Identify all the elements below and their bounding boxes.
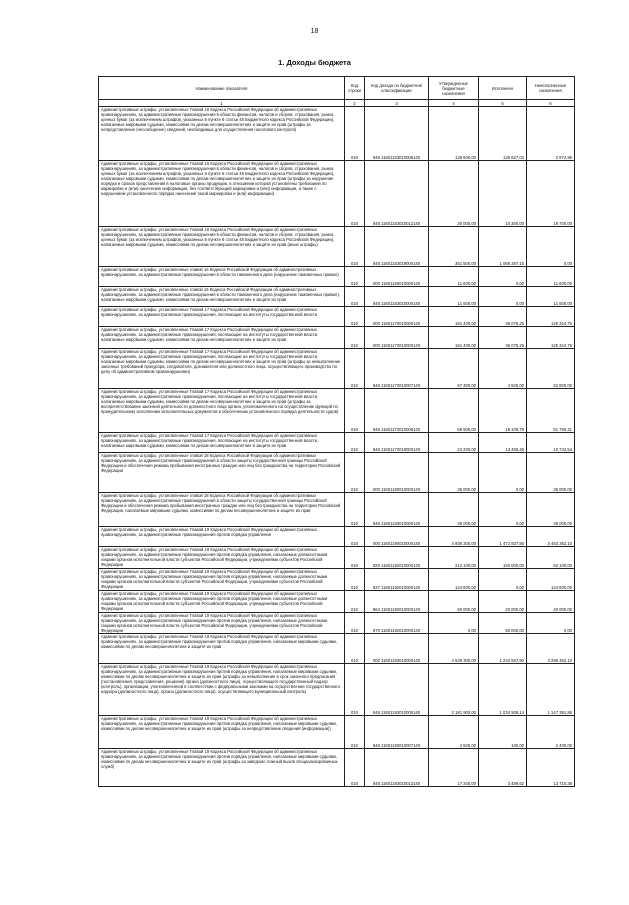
approved-amount: 69 900,00 [429, 389, 479, 433]
executed-amount: 150 000,00 [479, 547, 527, 569]
budget-classification-code: 846 11601153010006140 [365, 107, 429, 161]
indicator-name: Административные штрафы, установленные главой 18 Кодекса Российской Федерации об административных правонарушениях, за административные правонарушения в области защиты государственной границы Российской Федерации и обеспечения режима пребывания иностранных граждан или лиц без гражданства на территории Российской Федерации, налагаемые мировыми судьями, комиссиями по делам несовершеннолетних и защите их прав [99, 493, 345, 527]
indicator-name: Административные штрафы, установленные Главой 19 Кодекса Российской Федерации об административных правонарушениях, за административные правонарушения против порядка управления, налагаемые мировыми судьями, комиссиями по делам несовершеннолетних и защите их прав (штрафы за непредставление сведений (информации)) [99, 716, 345, 749]
indicator-name: Административные штрафы, установленные Главой 17 Кодекса Российской Федерации об административных правонарушениях, за административные правонарушения, посягающие на институты государственной власти, налагаемые мировыми судьями, комиссиями по делам несовершеннолетних и защите их прав (штрафы за невыполнение законных требований прокурора, следователя, дознавателя или должностного лица, осуществляющего производство по делу об административном правонарушении) [99, 349, 345, 389]
row-code: 010 [345, 349, 365, 389]
remaining-amount: 125 324,75 [527, 327, 575, 349]
column-number: 1 [99, 100, 345, 107]
table-row [99, 389, 575, 433]
executed-amount: 18 109,79 [479, 389, 527, 433]
header-executed: Исполнено [479, 77, 527, 100]
table-row [99, 569, 575, 591]
indicator-name: Административные штрафы, установленные Главой 19 Кодекса Российской Федерации об административных правонарушениях, за административные правонарушения против порядка управления, налагаемые должностными лицами органов исполнительной власти субъектов Российской Федерации, учреждениями субъектов Российской Федерации [99, 547, 345, 569]
budget-classification-code: 846 11601163010000140 [365, 287, 429, 307]
header-remaining: Неисполненные назначения [527, 77, 575, 100]
remaining-amount: 35 000,00 [527, 453, 575, 493]
row-code: 010 [345, 547, 365, 569]
row-code: 010 [345, 591, 365, 613]
executed-amount: 60 000,00 [479, 613, 527, 634]
table-row [99, 107, 575, 161]
executed-amount: 20 000,00 [479, 591, 527, 613]
executed-amount: 1 472 837,80 [479, 527, 527, 547]
approved-amount: 35 000,00 [429, 493, 479, 527]
executed-amount: 100,00 [479, 716, 527, 749]
row-code: 010 [345, 453, 365, 493]
approved-amount: 161 400,00 [429, 307, 479, 327]
remaining-amount: 11 600,00 [527, 287, 575, 307]
row-code: 010 [345, 267, 365, 287]
indicator-name: Административные штрафы, установленные Главой 15 Кодекса Российской Федерации об административных правонарушениях, за административные правонарушения в области финансов, налогов и сборов, страхования, рынка ценных бумаг (за исключением штрафов, указанных в пункте 6 статьи 46 Бюджетного кодекса Российской Федерации), налагаемые мировыми судьями, комиссиями по делам несовершеннолетних и защите их прав (штрафы за непредставление (несообщение) сведений, необходимых для осуществления налогового контроля) [99, 107, 345, 161]
executed-amount: 13 465,46 [479, 433, 527, 453]
row-code: 010 [345, 227, 365, 267]
table-header-row [99, 77, 575, 100]
approved-amount: 11 600,00 [429, 287, 479, 307]
row-code: 010 [345, 527, 365, 547]
executed-amount: 125 627,04 [479, 107, 527, 161]
executed-amount: 1 066 287,15 [479, 227, 527, 267]
indicator-name: Административные штрафы, установленные Главой 19 Кодекса Российской Федерации об административных правонарушениях, за административные правонарушения против порядка управления, налагаемые мировыми судьями, комиссиями по делам несовершеннолетних и защите их прав [99, 634, 345, 664]
remaining-amount: 125 324,75 [527, 307, 575, 327]
remaining-amount: 11 600,00 [527, 267, 575, 287]
row-code: 010 [345, 569, 365, 591]
approved-amount: 128 600,00 [429, 107, 479, 161]
approved-amount: 35 000,00 [429, 453, 479, 493]
approved-amount: 351 500,00 [429, 227, 479, 267]
remaining-amount: 51 790,21 [527, 389, 575, 433]
approved-amount: 161 400,00 [429, 327, 479, 349]
budget-classification-code: 870 11601192010000140 [365, 613, 429, 634]
budget-classification-code: 846 11601153019000140 [365, 227, 429, 267]
indicator-name: Административные штрафы, установленные Главой 15 Кодекса Российской Федерации об административных правонарушениях, за административные правонарушения в области финансов, налогов и сборов, страхования, рынка ценных бумаг (за исключением штрафов, указанных в пункте 6 статьи 46 Бюджетного кодекса Российской Федерации), налагаемые мировыми судьями, комиссиями по делам несовершеннолетних и защите их прав (штрафы за нарушение порядка и сроков представления в налоговые органы продукции, в отношении которой установлены требования по маркировке и (или) нанесению информации, без соответствующей маркировки и (или) информации, а также с нарушением установленного порядка нанесения такой маркировки и (или) информации) [99, 161, 345, 227]
row-code: 010 [345, 307, 365, 327]
budget-classification-code: 000 11601170010000140 [365, 307, 429, 327]
row-code: 010 [345, 433, 365, 453]
remaining-amount: 62 800,00 [527, 349, 575, 389]
page-number: 18 [310, 28, 319, 35]
row-code: 010 [345, 107, 365, 161]
row-code: 010 [345, 389, 365, 433]
approved-amount: 2 500,00 [429, 716, 479, 749]
table-row [99, 547, 575, 569]
header-indicator-name: Наименование показателя [99, 77, 345, 100]
table-row [99, 664, 575, 716]
budget-classification-code: 846 11601173010007140 [365, 349, 429, 389]
column-number: 6 [527, 100, 575, 107]
indicator-name: Административные штрафы, установленные главой 16 Кодекса Российской Федерации об административных правонарушениях, за административные правонарушения в области таможенного дела (нарушение таможенных правил) [99, 267, 345, 287]
budget-classification-code: 820 11601192010000140 [365, 547, 429, 569]
approved-amount: 24 200,00 [429, 433, 479, 453]
table-row [99, 634, 575, 664]
indicator-name: Административные штрафы, установленные Главой 17 Кодекса Российской Федерации об административных правонарушениях, за административные правонарушения, посягающие на институты государственной власти, налагаемые мировыми судьями, комиссиями по делам несовершеннолетних и защите их прав (штрафы за воспрепятствование законной деятельности должностного лица органа, уполномоченного на осуществление функций по принудительному исполнению исполнительных документов и обеспечению установленного порядка деятельности судов) [99, 389, 345, 433]
budget-classification-code: 846 11601193010005140 [365, 664, 429, 716]
indicator-name: Административные штрафы, установленные Главой 17 Кодекса Российской Федерации об административных правонарушениях, за административные правонарушения, посягающие на институты государственной власти, налагаемые мировыми судьями, комиссиями по делам несовершеннолетних и защите их прав [99, 327, 345, 349]
indicator-name: Административные штрафы, установленные Главой 19 Кодекса Российской Федерации об административных правонарушениях, за административные правонарушения против порядка управления [99, 527, 345, 547]
executed-amount: 1 242 837,90 [479, 634, 527, 664]
row-code: 010 [345, 287, 365, 307]
executed-amount: 0,00 [479, 493, 527, 527]
budget-classification-code: 000 11601173010000140 [365, 327, 429, 349]
approved-amount: 4 936 200,00 [429, 527, 479, 547]
remaining-amount: 2 972,96 [527, 107, 575, 161]
remaining-amount: 3 463 362,10 [527, 527, 575, 547]
row-code: 010 [345, 327, 365, 349]
indicator-name: Административные штрафы, установленные главой 18 Кодекса Российской Федерации об административных правонарушениях, за административные правонарушения в области защиты государственной границы Российской Федерации и обеспечения режима пребывания иностранных граждан или лиц без гражданства на территории Российской Федерации [99, 453, 345, 493]
table-row [99, 227, 575, 267]
indicator-name: Административные штрафы, установленные Главой 19 Кодекса Российской Федерации об административных правонарушениях, за административные правонарушения против порядка управления, налагаемые должностными лицами органов исполнительной власти субъектов Российской Федерации, учреждениями субъектов Российской Федерации [99, 569, 345, 591]
approved-amount: 0,00 [429, 613, 479, 634]
executed-amount: 36 075,25 [479, 327, 527, 349]
table-row [99, 327, 575, 349]
approved-amount: 17 200,00 [429, 749, 479, 787]
approved-amount: 67 300,00 [429, 349, 479, 389]
approved-amount: 124 800,00 [429, 569, 479, 591]
column-number: 3 [365, 100, 429, 107]
budget-classification-code: 000 11601193010000140 [365, 634, 429, 664]
table-row [99, 349, 575, 389]
row-code: 010 [345, 634, 365, 664]
remaining-amount: 0,00 [527, 227, 575, 267]
table-row [99, 267, 575, 287]
executed-amount: 0,00 [479, 453, 527, 493]
approved-amount: 2 181 900,00 [429, 664, 479, 716]
executed-amount: 36 075,25 [479, 307, 527, 327]
section-title: 1. Доходы бюджета [278, 58, 351, 67]
remaining-amount: 1 147 391,86 [527, 664, 575, 716]
table-row [99, 433, 575, 453]
row-code: 010 [345, 664, 365, 716]
remaining-amount: 40 000,00 [527, 591, 575, 613]
executed-amount: 0,00 [479, 569, 527, 591]
remaining-amount: 13 710,38 [527, 749, 575, 787]
executed-amount: 3 489,62 [479, 749, 527, 787]
table-row [99, 749, 575, 787]
table-row [99, 493, 575, 527]
row-code: 010 [345, 749, 365, 787]
remaining-amount: 3 296 462,10 [527, 634, 575, 664]
table-row [99, 453, 575, 493]
indicator-name: Административные штрафы, установленные Главой 19 Кодекса Российской Федерации об административных правонарушениях, за административные правонарушения против порядка управления, налагаемые должностными лицами органов исполнительной власти субъектов Российской Федерации, учреждениями субъектов Российской Федерации [99, 591, 345, 613]
budget-classification-code: 000 11601180010000140 [365, 453, 429, 493]
budget-classification-code: 846 11601153010012140 [365, 161, 429, 227]
table-row [99, 287, 575, 307]
row-code: 010 [345, 716, 365, 749]
remaining-amount: 2 400,00 [527, 716, 575, 749]
approved-amount: 11 600,00 [429, 267, 479, 287]
column-number: 5 [479, 100, 527, 107]
indicator-name: Административные штрафы, установленные Главой 19 Кодекса Российской Федерации об административных правонарушениях, за административные правонарушения против порядка управления, налагаемые мировыми судьями, комиссиями по делам несовершеннолетних и защите их прав (штрафы за заведомо ложный вызов специализированных служб) [99, 749, 345, 787]
approved-amount: 4 539 300,00 [429, 634, 479, 664]
budget-classification-code: 000 11601190010000140 [365, 527, 429, 547]
row-code: 010 [345, 161, 365, 227]
executed-amount: 1 034 508,14 [479, 664, 527, 716]
table-row [99, 716, 575, 749]
approved-amount: 212 100,00 [429, 547, 479, 569]
budget-classification-code: 846 11601193010013140 [365, 749, 429, 787]
indicator-name: Административные штрафы, установленные главой 16 Кодекса Российской Федерации об административных правонарушениях, за административные правонарушения в области таможенного дела (нарушение таможенных правил), налагаемые мировыми судьями, комиссиями по делам несовершеннолетних и защите их прав [99, 287, 345, 307]
remaining-amount: 0,00 [527, 613, 575, 634]
row-code: 010 [345, 613, 365, 634]
header-row-code: Код строки [345, 77, 365, 100]
table-row [99, 307, 575, 327]
column-number: 4 [429, 100, 479, 107]
row-code: 010 [345, 493, 365, 527]
budget-classification-code: 846 11601193010007140 [365, 716, 429, 749]
indicator-name: Административные штрафы, установленные Главой 17 Кодекса Российской Федерации об административных правонарушениях, за административные правонарушения, посягающие на институты государственной власти, налагаемые мировыми судьями, комиссиями по делам несовершеннолетних и защите их прав [99, 433, 345, 453]
table-row [99, 591, 575, 613]
table-row [99, 613, 575, 634]
budget-classification-code: 846 11601173010008140 [365, 389, 429, 433]
approved-amount: 60 000,00 [429, 591, 479, 613]
executed-amount: 4 500,00 [479, 349, 527, 389]
budget-classification-code: 846 11601173019000140 [365, 433, 429, 453]
executed-amount: 0,00 [479, 287, 527, 307]
executed-amount: 10 300,00 [479, 161, 527, 227]
indicator-name: Административные штрафы, установленные Главой 17 Кодекса Российской Федерации об административных правонарушениях, за административные правонарушения, посягающие на институты государственной власти [99, 307, 345, 327]
approved-amount: 30 000,00 [429, 161, 479, 227]
table-row [99, 161, 575, 227]
indicator-name: Административные штрафы, установленные Главой 19 Кодекса Российской Федерации об административных правонарушениях, за административные правонарушения против порядка управления, налагаемые должностными лицами органов исполнительной власти субъектов Российской Федерации, учреждениями субъектов Российской Федерации [99, 613, 345, 634]
remaining-amount: 19 700,00 [527, 161, 575, 227]
header-budget-classification-code: Код дохода по бюджетной классификации [365, 77, 429, 100]
budget-classification-code: 864 11601192010000140 [365, 591, 429, 613]
remaining-amount: 62 100,00 [527, 547, 575, 569]
column-numbers-row [99, 100, 575, 107]
budget-classification-code: 000 11601160010000140 [365, 267, 429, 287]
executed-amount: 0,00 [479, 267, 527, 287]
table-row [99, 527, 575, 547]
indicator-name: Административные штрафы, установленные Главой 19 Кодекса Российской Федерации об административных правонарушениях, за административные правонарушения против порядка управления, налагаемые мировыми судьями, комиссиями по делам несовершеннолетних и защите их прав (штрафы за невыполнение в срок законного предписания (постановления, представления, решения) органа (должностного лица), осуществляющего государственный надзор (контроль), организации, уполномоченной в соответствии с федеральными законами на осуществление государственного надзора (должностного лица), органа (должностного лица), осуществляющего муниципальный контроль) [99, 664, 345, 716]
remaining-amount: 35 000,00 [527, 493, 575, 527]
column-number: 2 [345, 100, 365, 107]
remaining-amount: 124 800,00 [527, 569, 575, 591]
budget-classification-code: 837 11601192010000140 [365, 569, 429, 591]
budget-classification-code: 846 11601183010000140 [365, 493, 429, 527]
indicator-name: Административные штрафы, установленные Главой 15 Кодекса Российской Федерации об административных правонарушениях, за административные правонарушения в области финансов, налогов и сборов, страхования, рынка ценных бумаг (за исключением штрафов, указанных в пункте 6 статьи 46 Бюджетного кодекса Российской Федерации), налагаемые мировыми судьями, комиссиями по делам несовершеннолетних и защите их прав (иные штрафы) [99, 227, 345, 267]
remaining-amount: 10 734,54 [527, 433, 575, 453]
header-approved: Утвержденные бюджетные назначения [429, 77, 479, 100]
budget-revenue-table [98, 76, 575, 787]
